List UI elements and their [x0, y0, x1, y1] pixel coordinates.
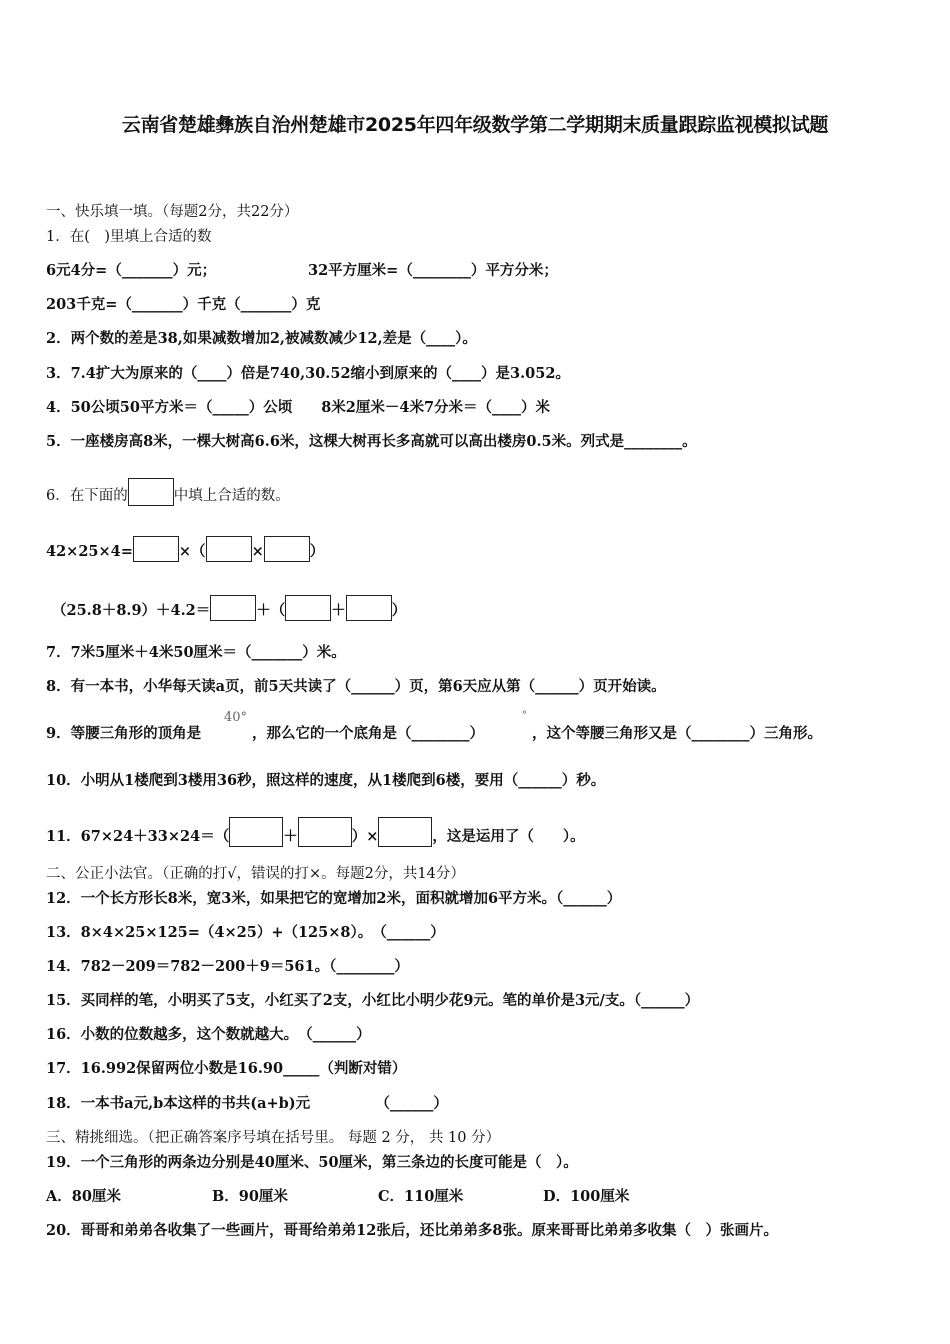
option-c[interactable]: C．110厘米	[378, 1188, 464, 1205]
section-2-heading: 二、公正小法官。（正确的打√，错误的打×。每题2分，共14分）	[46, 866, 465, 882]
question-1: 1．在( )里填上合适的数	[46, 229, 212, 245]
answer-box[interactable]	[298, 817, 352, 847]
question-15: 15．买同样的笔，小明买了5支，小红买了2支，小红比小明少花9元。笔的单价是3元/支。（______）	[46, 992, 700, 1009]
question-6a-close: ）	[309, 543, 325, 560]
question-11-expr: 11．67×24＋33×24＝（	[46, 828, 230, 845]
angle-40-degrees: 40°	[224, 710, 248, 725]
question-3: 3．7.4扩大为原来的（____）倍是740,30.52缩小到原来的（____）是3.052。	[46, 365, 570, 382]
question-6b-close: ）	[391, 602, 407, 619]
question-6-suffix: 中填上合适的数。	[173, 488, 290, 504]
question-6a-expr: 42×25×4=	[46, 543, 133, 560]
question-16: 16．小数的位数越多，这个数就越大。 （______）	[46, 1026, 371, 1043]
question-7: 7．7米5厘米＋4米50厘米＝（_______）米。	[46, 644, 346, 661]
option-b[interactable]: B．90厘米	[212, 1188, 288, 1205]
question-6a-mul: ×（	[178, 543, 206, 560]
answer-box[interactable]	[229, 817, 283, 847]
question-9	[46, 724, 201, 744]
question-12: 12．一个长方形长8米，宽3米，如果把它的宽增加2米，面积就增加6平方米。（______）	[46, 890, 622, 907]
question-11	[46, 817, 585, 847]
option-a[interactable]: A．80厘米	[46, 1188, 121, 1205]
question-6b-expr: （25.8＋8.9）＋4.2＝	[52, 602, 211, 619]
page-title: 云南省楚雄彝族自治州楚雄市2025年四年级数学第二学期期末质量跟踪监视模拟试题	[121, 114, 829, 136]
section-1-heading: 一、快乐填一填。（每题2分，共22分）	[46, 204, 299, 220]
question-10: 10．小明从1楼爬到3楼用36秒，照这样的速度，从1楼爬到6楼，要用（______）秒。	[46, 772, 606, 789]
answer-box[interactable]	[346, 595, 392, 621]
question-9-middle: ，那么它的一个底角是（________）	[252, 725, 484, 742]
question-2: 2．两个数的差是38,如果减数增加2,被减数减少12,差是（____）。	[46, 330, 477, 347]
question-17: 17．16.992保留两位小数是16.90_____（判断对错）	[46, 1060, 407, 1077]
question-6	[46, 478, 290, 506]
question-4: 4．50公顷50平方米＝（_____）公顷 8米2厘米－4米7分米＝（____）米	[46, 399, 551, 416]
question-13: 13．8×4×25×125=（4×25）+（125×8）。 （______）	[46, 924, 445, 941]
question-6a	[46, 536, 324, 562]
degree-mark: °	[522, 710, 527, 721]
question-9-suffix: ，这个等腰三角形又是（________）三角形。	[532, 725, 822, 742]
question-1b: 32平方厘米=（________）平方分米；	[308, 262, 558, 279]
answer-box[interactable]	[133, 536, 179, 562]
question-6b-plus2: ＋	[331, 602, 346, 619]
answer-box[interactable]	[206, 536, 252, 562]
answer-box[interactable]	[378, 817, 432, 847]
question-20: 20．哥哥和弟弟各收集了一些画片，哥哥给弟弟12张后，还比弟弟多8张。原来哥哥比弟弟多收集（ ）张画片。	[46, 1222, 778, 1239]
question-18: 18．一本书a元,b本这样的书共(a+b)元 （______）	[46, 1095, 448, 1112]
question-8: 8．有一本书，小华每天读a页，前5天共读了（______）页，第6天应从第（______）页开始读。	[46, 678, 666, 695]
answer-box[interactable]	[264, 536, 310, 562]
question-11-plus: ＋	[283, 828, 298, 845]
section-3-heading: 三、精挑细选。（把正确答案序号填在括号里。 每题 2 分， 共 10 分）	[46, 1130, 501, 1146]
question-11-suffix: ，这是运用了（ ）。	[432, 828, 585, 845]
question-9-prefix: 9．等腰三角形的顶角是	[46, 725, 202, 742]
question-6b	[52, 595, 406, 621]
question-6b-plus1: ＋（	[256, 602, 286, 619]
question-1c: 203千克=（_______）千克（_______）克	[46, 296, 321, 313]
answer-box[interactable]	[128, 478, 174, 506]
question-6a-times: ×	[251, 543, 264, 560]
question-11-mid: ）×	[351, 828, 379, 845]
question-6-prefix: 6．在下面的	[46, 488, 128, 504]
question-1a: 6元4分=（_______）元；	[46, 262, 217, 279]
answer-box[interactable]	[285, 595, 331, 621]
question-19: 19．一个三角形的两条边分别是40厘米、50厘米，第三条边的长度可能是（ ）。	[46, 1154, 578, 1171]
option-d[interactable]: D．100厘米	[543, 1188, 630, 1205]
question-5: 5．一座楼房高8米，一棵大树高6.6米，这棵大树再长多高就可以高出楼房0.5米。列式是________。	[46, 433, 697, 450]
question-14: 14．782－209＝782－200＋9＝561。（________）	[46, 958, 409, 975]
answer-box[interactable]	[210, 595, 256, 621]
